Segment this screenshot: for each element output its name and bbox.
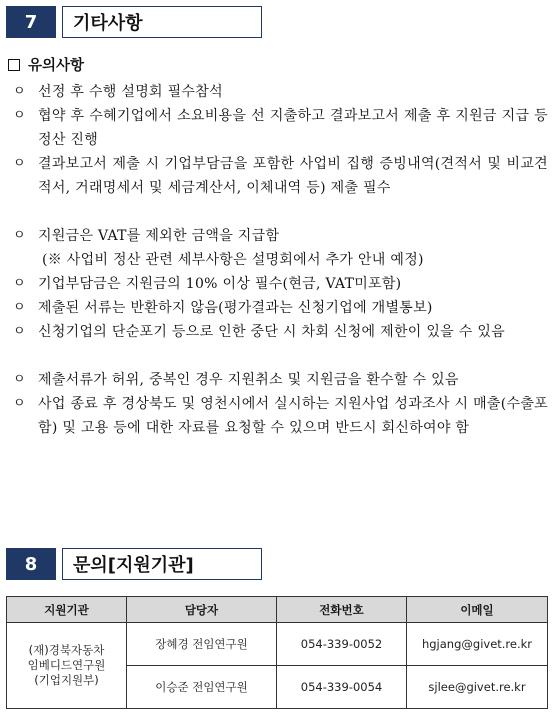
list-item: ㅇ 지원금은 VAT를 제외한 금액을 지급함 (※ 사업비 정산 관련 세부사항은 설명회에서 추가 안내 예정) [0,224,554,272]
checkbox-icon [8,59,20,71]
contact-email: sjlee@givet.re.kr [407,666,548,709]
list-item: ㅇ 제출서류가 허위, 중복인 경우 지원취소 및 지원금을 환수할 수 있음 [0,368,554,392]
section-number: 8 [6,548,56,580]
bullet-icon: ㅇ [13,324,26,339]
contact-email: hgjang@givet.re.kr [407,623,548,666]
bullet-icon: ㅇ [13,228,26,243]
contact-phone: 054-339-0054 [277,666,407,709]
notice-title: 유의사항 [28,58,85,74]
bullet-icon: ㅇ [13,276,26,291]
list-item: ㅇ 신청기업의 단순포기 등으로 인한 중단 시 차회 신청에 제한이 있을 수 있음 [0,320,554,368]
list-item: ㅇ 선정 후 수행 설명회 필수참석 [0,80,554,104]
bullet-icon: ㅇ [13,372,26,387]
bullet-icon: ㅇ [13,300,26,315]
section-8-header [6,548,262,580]
bullet-icon: ㅇ [13,108,26,123]
list-item: ㅇ 협약 후 수혜기업에서 소요비용을 선 지출하고 결과보고서 제출 후 지원금 지급 등 정산 진행 [0,104,554,152]
list-item: ㅇ 사업 종료 후 경상북도 및 영천시에서 실시하는 지원사업 성과조사 시 매출(수출포함) 및 고용 등에 대한 자료를 요청할 수 있으며 반드시 회신하여야 함 [0,392,554,464]
section-title: 문의[지원기관] [62,548,262,580]
list-item: ㅇ 제출된 서류는 반환하지 않음(평가결과는 신청기업에 개별통보) [0,296,554,320]
bullet-icon: ㅇ [13,156,26,171]
vat-subnote: (※ 사업비 정산 관련 세부사항은 설명회에서 추가 안내 예정) [42,252,424,268]
contact-name: 이승준 전임연구원 [127,666,277,709]
column-header: 담당자 [127,597,277,623]
list-item: ㅇ 결과보고서 제출 시 기업부담금을 포함한 사업비 집행 증빙내역(견적서 및 비교견적서, 거래명세서 및 세금계산서, 이체내역 등) 제출 필수 [0,152,554,224]
column-header: 전화번호 [277,597,407,623]
section-title: 기타사항 [62,6,262,38]
org-cell: (재)경북자동차 임베디드연구원 (기업지원부) [7,623,127,709]
table-row [7,623,548,666]
contact-phone: 054-339-0052 [277,623,407,666]
column-header: 이메일 [407,597,548,623]
table-header-row [7,597,548,623]
section-number: 7 [6,6,56,38]
section-7-header [6,6,262,38]
bullet-icon: ㅇ [13,84,26,99]
contact-name: 장혜경 전임연구원 [127,623,277,666]
notice-list [0,80,554,464]
list-item: ㅇ 기업부담금은 지원금의 10% 이상 필수(현금, VAT미포함) [0,272,554,296]
contact-table [6,596,548,709]
notice-heading [8,54,84,75]
column-header: 지원기관 [7,597,127,623]
bullet-icon: ㅇ [13,396,26,411]
